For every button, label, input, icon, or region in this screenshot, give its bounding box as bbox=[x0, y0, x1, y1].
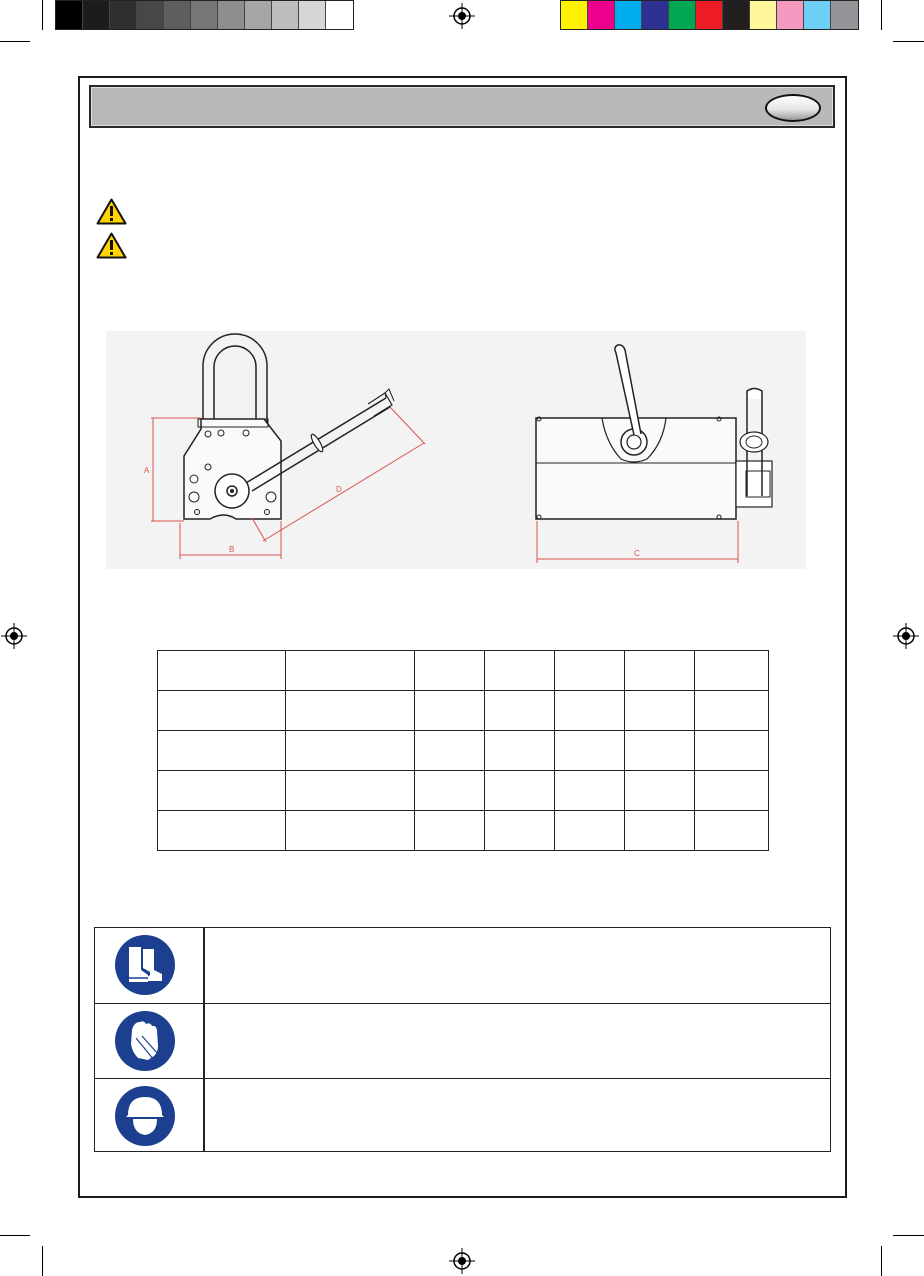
color-swatch bbox=[326, 1, 353, 29]
color-swatch bbox=[191, 1, 218, 29]
color-swatch bbox=[804, 1, 831, 29]
warning-triangle-icon bbox=[96, 198, 127, 225]
color-swatch bbox=[750, 1, 777, 29]
color-swatch bbox=[164, 1, 191, 29]
safety-gloves-icon bbox=[114, 1010, 176, 1072]
section-header-bar bbox=[89, 85, 835, 128]
hard-hat-icon bbox=[114, 1085, 176, 1147]
color-swatch bbox=[56, 1, 83, 29]
color-swatch bbox=[723, 1, 750, 29]
registration-mark-bottom-icon bbox=[449, 1248, 475, 1274]
registration-mark-right-icon bbox=[893, 623, 919, 649]
dimension-label-c: C bbox=[634, 549, 640, 558]
warning-triangle-icon bbox=[96, 232, 127, 259]
color-swatch bbox=[137, 1, 164, 29]
color-swatch bbox=[110, 1, 137, 29]
ppe-requirements-table bbox=[94, 927, 831, 1152]
magnetic-lifter-drawing bbox=[106, 331, 806, 569]
specifications-table bbox=[157, 650, 769, 851]
dimension-label-b: B bbox=[229, 545, 235, 554]
dimension-label-a: A bbox=[144, 466, 150, 475]
color-swatch bbox=[561, 1, 588, 29]
table-row bbox=[158, 731, 769, 771]
table-row bbox=[158, 691, 769, 731]
dimension-label-d: D bbox=[336, 485, 342, 494]
registration-mark-top-icon bbox=[449, 3, 475, 29]
table-row bbox=[158, 811, 769, 851]
color-swatch bbox=[669, 1, 696, 29]
color-swatch bbox=[777, 1, 804, 29]
color-swatch bbox=[642, 1, 669, 29]
color-swatch bbox=[615, 1, 642, 29]
language-badge bbox=[765, 94, 821, 122]
table-row bbox=[158, 651, 769, 691]
ppe-row bbox=[95, 1079, 830, 1151]
color-swatch bbox=[218, 1, 245, 29]
color-swatch bbox=[588, 1, 615, 29]
registration-mark-left-icon bbox=[1, 623, 27, 649]
color-swatch bbox=[696, 1, 723, 29]
grayscale-color-bar bbox=[55, 0, 354, 30]
ppe-row bbox=[95, 928, 830, 1004]
color-swatch bbox=[299, 1, 326, 29]
safety-boots-icon bbox=[114, 934, 176, 996]
ppe-row bbox=[95, 1004, 830, 1079]
color-swatch bbox=[245, 1, 272, 29]
lifter-technical-drawing bbox=[106, 331, 806, 569]
color-swatch bbox=[83, 1, 110, 29]
color-swatch bbox=[831, 1, 858, 29]
process-color-bar bbox=[560, 0, 859, 30]
table-row bbox=[158, 771, 769, 811]
color-swatch bbox=[272, 1, 299, 29]
